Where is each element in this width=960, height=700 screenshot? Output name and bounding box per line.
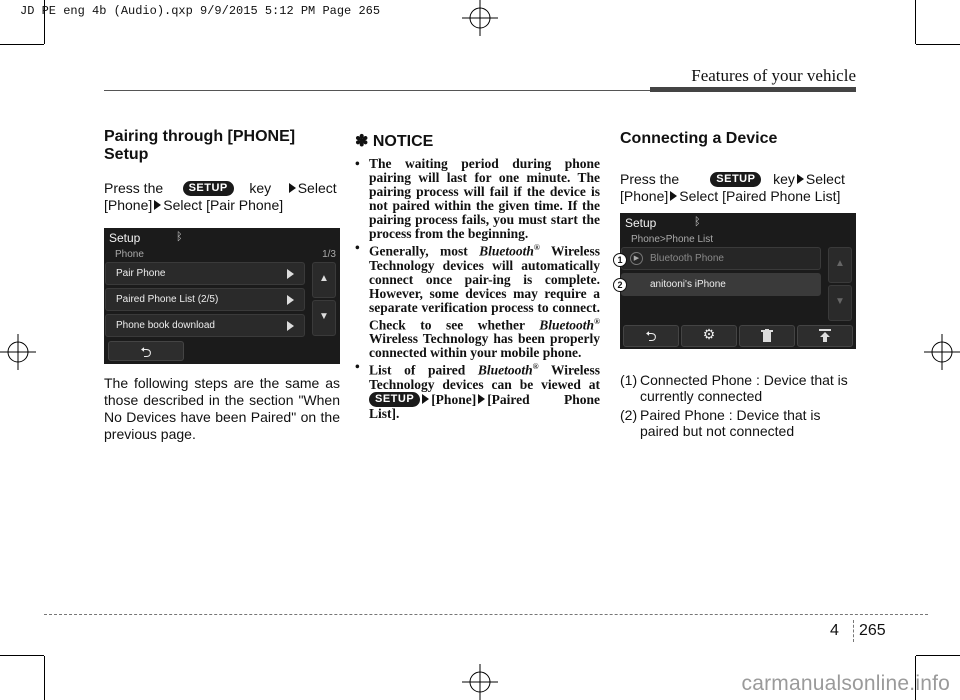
back-icon: ⮌ bbox=[645, 328, 657, 344]
trash-icon bbox=[761, 329, 773, 342]
triangle-up-icon: ▲ bbox=[319, 273, 329, 284]
page-indicator: 1/3 bbox=[322, 249, 336, 260]
arrow-right-icon bbox=[797, 174, 804, 184]
body-text: The following steps are the same as those described in the section "When No Devices have been Paired" on the previous page. bbox=[104, 375, 340, 442]
footer-separator bbox=[853, 620, 855, 642]
instruction-text: Press the SETUP key Select [Phone] Select [Pair Phone] bbox=[104, 180, 337, 213]
triangle-down-icon: ▼ bbox=[835, 296, 845, 307]
section-heading: Pairing through [PHONE] Setup bbox=[104, 128, 296, 163]
setup-key-icon: SETUP bbox=[369, 392, 420, 407]
crop-mark bbox=[916, 44, 960, 45]
registration-mark-icon bbox=[924, 330, 960, 374]
bluetooth-icon: ᛒ bbox=[694, 216, 701, 228]
back-icon: ⮌ bbox=[140, 344, 152, 360]
move-top-button[interactable] bbox=[797, 325, 853, 347]
screen-title: Setup bbox=[625, 216, 657, 230]
play-icon bbox=[287, 269, 294, 279]
menu-item-phone-book-download[interactable]: Phone book download bbox=[105, 314, 305, 337]
delete-button[interactable] bbox=[739, 325, 795, 347]
breadcrumb: Phone>Phone List bbox=[631, 234, 714, 245]
scroll-down-button[interactable] bbox=[828, 285, 852, 321]
list-item: (1) Connected Phone : Device that is currently connected bbox=[620, 372, 848, 404]
header-bar bbox=[650, 87, 856, 92]
notice-item: • List of paired Bluetooth® Wireless Technology devices can be viewed at SETUP [Phone] [Paired Phone List]. bbox=[355, 359, 600, 421]
crop-mark bbox=[915, 0, 916, 44]
instruction-text: Press the SETUP key Select [Phone] Select [Paired Phone List] bbox=[620, 171, 845, 204]
right-column bbox=[620, 130, 856, 205]
list-item: (2) Paired Phone : Device that is paired but not connected bbox=[620, 407, 821, 439]
scroll-up-button[interactable] bbox=[312, 262, 336, 298]
menu-item-paired-phone-list[interactable]: Paired Phone List (2/5) bbox=[105, 288, 305, 311]
legend-list bbox=[620, 372, 856, 442]
section-heading: Connecting a Device bbox=[620, 130, 778, 147]
play-circle-icon: ▶ bbox=[630, 252, 643, 265]
print-slug: JD PE eng 4b (Audio).qxp 9/9/2015 5:12 PM Page 265 bbox=[20, 4, 381, 18]
triangle-up-icon: ▲ bbox=[835, 258, 845, 269]
notice-heading: ✽ NOTICE bbox=[355, 133, 434, 150]
play-icon bbox=[287, 295, 294, 305]
setup-screen-phone-list bbox=[620, 213, 856, 349]
registration-mark-icon bbox=[0, 330, 36, 374]
registration-mark-icon bbox=[458, 664, 502, 700]
menu-item-pair-phone[interactable]: Pair Phone bbox=[105, 262, 305, 285]
footer-rule bbox=[44, 614, 928, 615]
notice-list bbox=[355, 157, 600, 421]
section-number: 4 bbox=[830, 622, 839, 639]
notice-item: • The waiting period during phone pairing will last for one minute. The pairing process will fail if the device is not paired within the given time. If the pairing process fails, you must start the process from the beginning. bbox=[355, 156, 600, 241]
bluetooth-icon: ᛒ bbox=[176, 231, 183, 243]
screen-subtitle: Phone bbox=[115, 249, 144, 260]
notice-item: • Generally, most Bluetooth® Wireless Technology devices will automatically connect once pair-ing is complete. However, some devices may require a separate verification process to connect. Check to see whether Bluetooth® Wireless Technology has been properly connected within your mobile phone. bbox=[355, 240, 601, 360]
bluetooth-settings-icon: ⚙ bbox=[702, 326, 716, 342]
scroll-up-button[interactable] bbox=[828, 247, 852, 283]
crop-mark bbox=[916, 655, 960, 656]
arrow-right-icon bbox=[670, 191, 677, 201]
crop-mark bbox=[0, 655, 44, 656]
crop-mark bbox=[0, 44, 44, 45]
callout-1: 1 bbox=[613, 253, 627, 267]
callout-2: 2 bbox=[613, 278, 627, 292]
setup-screen-phone bbox=[104, 228, 340, 364]
play-icon bbox=[287, 321, 294, 331]
notice-column bbox=[355, 131, 600, 421]
arrow-right-icon bbox=[289, 183, 296, 193]
page-header-title: Features of your vehicle bbox=[691, 66, 856, 85]
move-to-top-icon bbox=[819, 329, 831, 342]
left-column bbox=[104, 128, 340, 214]
setup-key-icon: SETUP bbox=[183, 181, 234, 196]
arrow-right-icon bbox=[154, 200, 161, 210]
watermark: carmanualsonline.info bbox=[741, 672, 950, 695]
crop-mark bbox=[44, 656, 45, 700]
back-button[interactable] bbox=[108, 341, 184, 361]
list-item-connected-phone[interactable]: ▶ Bluetooth Phone bbox=[621, 247, 821, 270]
registration-mark-icon bbox=[458, 0, 502, 36]
scroll-down-button[interactable] bbox=[312, 300, 336, 336]
setup-key-icon: SETUP bbox=[710, 172, 761, 187]
arrow-right-icon bbox=[478, 394, 485, 404]
list-item-paired-phone[interactable]: anitooni's iPhone bbox=[621, 273, 821, 296]
page-number: 265 bbox=[859, 622, 886, 639]
arrow-right-icon bbox=[422, 394, 429, 404]
screen-title: Setup bbox=[109, 231, 141, 245]
triangle-down-icon: ▼ bbox=[319, 311, 329, 322]
back-button[interactable] bbox=[623, 325, 679, 347]
connect-settings-button[interactable] bbox=[681, 325, 737, 347]
